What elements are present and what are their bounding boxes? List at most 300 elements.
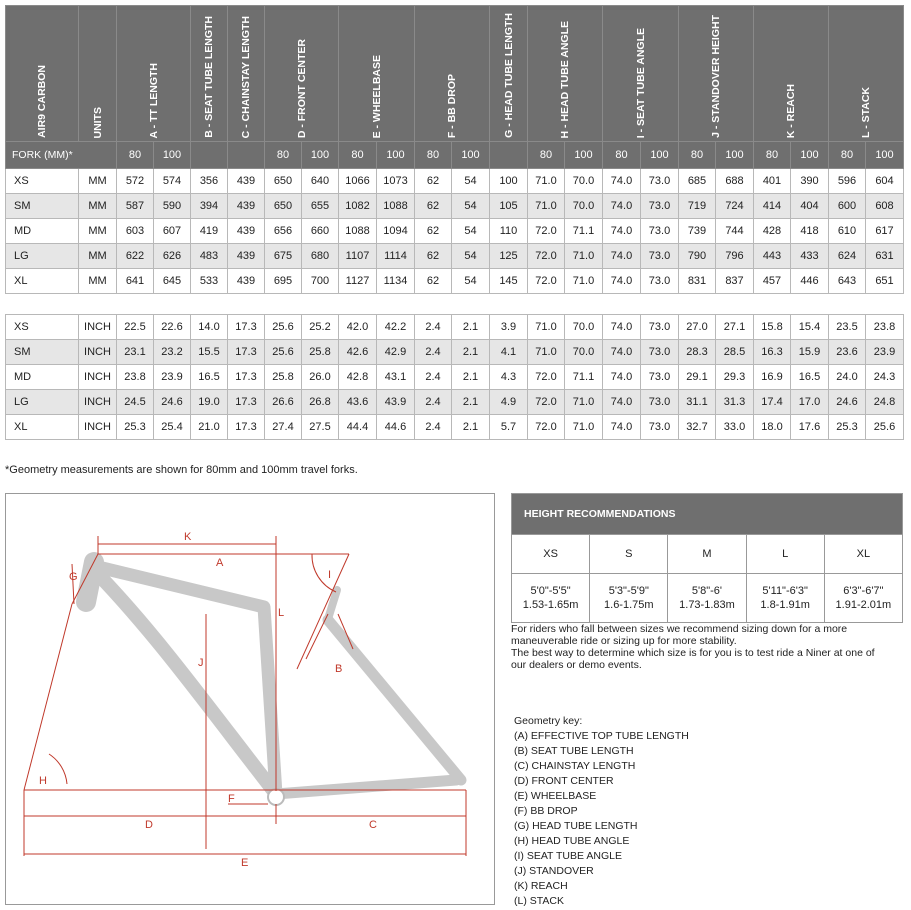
value-cell: 600 <box>829 194 866 219</box>
value-cell: 71.0 <box>565 244 603 269</box>
fork-value: 80 <box>265 142 302 169</box>
value-cell: 1082 <box>339 194 377 219</box>
value-cell: 42.9 <box>377 340 415 365</box>
value-cell: 42.6 <box>339 340 377 365</box>
geometry-key-item: (L) STACK <box>514 895 564 907</box>
value-cell: 2.1 <box>452 390 490 415</box>
value-cell: 4.1 <box>490 340 528 365</box>
value-cell: 23.2 <box>154 340 191 365</box>
height-size: S <box>590 535 668 574</box>
value-cell: 73.0 <box>641 390 679 415</box>
value-cell: 28.5 <box>716 340 754 365</box>
unit-cell: INCH <box>79 340 117 365</box>
value-cell: 27.0 <box>679 315 716 340</box>
height-imperial: 5'11"-6'3" <box>762 585 808 597</box>
unit-cell: INCH <box>79 415 117 440</box>
table-row <box>6 219 904 244</box>
value-cell: 356 <box>191 169 228 194</box>
value-cell: 23.9 <box>866 340 904 365</box>
advice-line: maneuverable ride or sizing up for more stability. <box>511 635 737 647</box>
value-cell: 22.6 <box>154 315 191 340</box>
value-cell: 617 <box>866 219 904 244</box>
value-cell: 73.0 <box>641 365 679 390</box>
value-cell: 24.6 <box>154 390 191 415</box>
geometry-key-item: (I) SEAT TUBE ANGLE <box>514 850 622 862</box>
value-cell: 2.4 <box>415 390 452 415</box>
value-cell: 16.9 <box>754 365 791 390</box>
value-cell: 624 <box>829 244 866 269</box>
table-row <box>6 415 904 440</box>
value-cell: 71.0 <box>528 340 565 365</box>
value-cell: 3.9 <box>490 315 528 340</box>
geometry-key-item: (A) EFFECTIVE TOP TUBE LENGTH <box>514 730 689 742</box>
table-row <box>6 269 904 294</box>
value-cell: 640 <box>302 169 339 194</box>
height-metric: 1.6-1.75m <box>604 599 654 611</box>
value-cell: 596 <box>829 169 866 194</box>
value-cell: 73.0 <box>641 244 679 269</box>
value-cell: 16.5 <box>191 365 228 390</box>
row-spacer <box>6 294 904 315</box>
value-cell: 100 <box>490 169 528 194</box>
value-cell: 1094 <box>377 219 415 244</box>
size-cell: MD <box>6 365 79 390</box>
unit-cell: MM <box>79 194 117 219</box>
height-imperial: 5'8"-6' <box>691 585 723 597</box>
column-header <box>6 6 79 142</box>
value-cell: 29.1 <box>679 365 716 390</box>
value-cell: 650 <box>265 194 302 219</box>
height-range <box>668 574 746 623</box>
value-cell: 16.3 <box>754 340 791 365</box>
geometry-key-item: (B) SEAT TUBE LENGTH <box>514 745 634 757</box>
value-cell: 74.0 <box>603 315 641 340</box>
geometry-key-item: (H) HEAD TUBE ANGLE <box>514 835 630 847</box>
value-cell: 4.9 <box>490 390 528 415</box>
table-row <box>6 315 904 340</box>
fork-value: 100 <box>377 142 415 169</box>
column-header-label: K - REACH <box>785 83 797 138</box>
column-header <box>339 6 415 142</box>
value-cell: 2.4 <box>415 315 452 340</box>
value-cell: 4.3 <box>490 365 528 390</box>
value-cell: 25.6 <box>866 415 904 440</box>
value-cell: 54 <box>452 194 490 219</box>
column-header-label: AIR9 CARBON <box>36 65 48 138</box>
size-cell: XS <box>6 169 79 194</box>
unit-cell: INCH <box>79 390 117 415</box>
advice-line: our dealers or demo events. <box>511 659 642 671</box>
column-header <box>754 6 829 142</box>
value-cell: 25.6 <box>265 315 302 340</box>
height-imperial: 5'0"-5'5" <box>530 585 571 597</box>
value-cell: 688 <box>716 169 754 194</box>
value-cell: 74.0 <box>603 415 641 440</box>
value-cell: 24.0 <box>829 365 866 390</box>
value-cell: 71.0 <box>565 415 603 440</box>
value-cell: 73.0 <box>641 315 679 340</box>
unit-cell: MM <box>79 269 117 294</box>
value-cell: 390 <box>791 169 829 194</box>
value-cell: 70.0 <box>565 315 603 340</box>
geometry-key <box>514 714 689 909</box>
value-cell: 414 <box>754 194 791 219</box>
size-cell: XS <box>6 315 79 340</box>
fork-value: 80 <box>117 142 154 169</box>
height-metric: 1.91-2.01m <box>835 599 892 611</box>
value-cell: 74.0 <box>603 340 641 365</box>
column-header <box>528 6 603 142</box>
value-cell: 418 <box>791 219 829 244</box>
value-cell: 837 <box>716 269 754 294</box>
column-header-label: H - HEAD TUBE ANGLE <box>559 20 571 138</box>
value-cell: 42.2 <box>377 315 415 340</box>
value-cell: 685 <box>679 169 716 194</box>
fork-value: 100 <box>791 142 829 169</box>
value-cell: 17.3 <box>228 340 265 365</box>
value-cell: 25.8 <box>265 365 302 390</box>
value-cell: 23.6 <box>829 340 866 365</box>
geometry-key-title: Geometry key: <box>514 715 583 727</box>
size-cell: SM <box>6 340 79 365</box>
value-cell: 608 <box>866 194 904 219</box>
value-cell: 2.4 <box>415 365 452 390</box>
label-f: F <box>228 793 235 805</box>
value-cell: 145 <box>490 269 528 294</box>
value-cell: 71.1 <box>565 365 603 390</box>
value-cell: 74.0 <box>603 219 641 244</box>
height-size: M <box>668 535 746 574</box>
geometry-key-item: (K) REACH <box>514 880 568 892</box>
column-header <box>415 6 490 142</box>
fork-value: 100 <box>641 142 679 169</box>
value-cell: 33.0 <box>716 415 754 440</box>
fork-value: 100 <box>866 142 904 169</box>
value-cell: 587 <box>117 194 154 219</box>
fork-value: 100 <box>565 142 603 169</box>
column-header-label: I - SEAT TUBE ANGLE <box>634 27 647 138</box>
column-header <box>265 6 339 142</box>
label-i: I <box>328 569 332 581</box>
value-cell: 26.8 <box>302 390 339 415</box>
value-cell: 19.0 <box>191 390 228 415</box>
height-range <box>512 574 590 623</box>
value-cell: 643 <box>829 269 866 294</box>
value-cell: 54 <box>452 219 490 244</box>
value-cell: 42.0 <box>339 315 377 340</box>
value-cell: 23.8 <box>117 365 154 390</box>
value-cell: 74.0 <box>603 269 641 294</box>
value-cell: 71.0 <box>528 169 565 194</box>
value-cell: 29.3 <box>716 365 754 390</box>
column-header <box>79 6 117 142</box>
height-range <box>746 574 824 623</box>
value-cell: 23.8 <box>866 315 904 340</box>
column-header-label: J - STANDOVER HEIGHT <box>710 15 722 138</box>
value-cell: 443 <box>754 244 791 269</box>
height-size: L <box>746 535 824 574</box>
value-cell: 31.3 <box>716 390 754 415</box>
value-cell: 74.0 <box>603 365 641 390</box>
value-cell: 72.0 <box>528 390 565 415</box>
unit-cell: MM <box>79 244 117 269</box>
value-cell: 23.5 <box>829 315 866 340</box>
value-cell: 439 <box>228 269 265 294</box>
value-cell: 23.9 <box>154 365 191 390</box>
value-cell: 71.1 <box>565 219 603 244</box>
fork-value: 80 <box>679 142 716 169</box>
value-cell: 641 <box>117 269 154 294</box>
value-cell: 483 <box>191 244 228 269</box>
value-cell: 71.0 <box>528 194 565 219</box>
value-cell: 26.6 <box>265 390 302 415</box>
value-cell: 17.3 <box>228 315 265 340</box>
column-header-label: C - CHAINSTAY LENGTH <box>240 15 252 138</box>
value-cell: 1107 <box>339 244 377 269</box>
value-cell: 72.0 <box>528 365 565 390</box>
value-cell: 631 <box>866 244 904 269</box>
value-cell: 1088 <box>339 219 377 244</box>
fork-value: 80 <box>528 142 565 169</box>
value-cell: 27.5 <box>302 415 339 440</box>
fork-value <box>228 142 265 169</box>
value-cell: 74.0 <box>603 390 641 415</box>
value-cell: 1073 <box>377 169 415 194</box>
fork-label: FORK (MM)* <box>6 142 117 169</box>
value-cell: 2.1 <box>452 315 490 340</box>
value-cell: 17.6 <box>791 415 829 440</box>
value-cell: 31.1 <box>679 390 716 415</box>
value-cell: 457 <box>754 269 791 294</box>
value-cell: 2.1 <box>452 415 490 440</box>
value-cell: 18.0 <box>754 415 791 440</box>
fork-value <box>191 142 228 169</box>
geometry-diagram <box>5 493 495 905</box>
label-h: H <box>39 775 47 787</box>
value-cell: 62 <box>415 269 452 294</box>
value-cell: 25.2 <box>302 315 339 340</box>
label-l: L <box>278 607 285 619</box>
value-cell: 439 <box>228 219 265 244</box>
fork-value: 80 <box>754 142 791 169</box>
fork-value: 80 <box>603 142 641 169</box>
value-cell: 2.4 <box>415 340 452 365</box>
value-cell: 72.0 <box>528 269 565 294</box>
height-metric: 1.53-1.65m <box>522 599 579 611</box>
label-c: C <box>369 819 377 831</box>
size-cell: MD <box>6 219 79 244</box>
height-metric: 1.8-1.91m <box>760 599 810 611</box>
value-cell: 651 <box>866 269 904 294</box>
label-a: A <box>216 557 224 569</box>
value-cell: 796 <box>716 244 754 269</box>
size-cell: XL <box>6 269 79 294</box>
value-cell: 71.0 <box>565 390 603 415</box>
value-cell: 44.4 <box>339 415 377 440</box>
value-cell: 74.0 <box>603 244 641 269</box>
column-header-label: D - FRONT CENTER <box>295 38 308 138</box>
table-row <box>6 340 904 365</box>
unit-cell: INCH <box>79 315 117 340</box>
value-cell: 17.3 <box>228 415 265 440</box>
height-size: XS <box>512 535 590 574</box>
value-cell: 572 <box>117 169 154 194</box>
geometry-key-item: (G) HEAD TUBE LENGTH <box>514 820 638 832</box>
value-cell: 24.5 <box>117 390 154 415</box>
value-cell: 15.5 <box>191 340 228 365</box>
column-header-label: UNITS <box>91 106 104 138</box>
height-recommendations-table <box>511 493 903 623</box>
geometry-key-item: (F) BB DROP <box>514 805 578 817</box>
value-cell: 71.0 <box>528 315 565 340</box>
column-header <box>117 6 191 142</box>
value-cell: 700 <box>302 269 339 294</box>
column-header-label: B - SEAT TUBE LENGTH <box>203 16 215 138</box>
label-d: D <box>145 819 153 831</box>
height-range <box>824 574 902 623</box>
size-cell: LG <box>6 390 79 415</box>
value-cell: 419 <box>191 219 228 244</box>
value-cell: 790 <box>679 244 716 269</box>
geometry-key-item: (J) STANDOVER <box>514 865 594 877</box>
label-k: K <box>184 531 192 543</box>
column-header <box>829 6 904 142</box>
value-cell: 21.0 <box>191 415 228 440</box>
value-cell: 724 <box>716 194 754 219</box>
column-header-label: E - WHEELBASE <box>370 54 383 138</box>
value-cell: 73.0 <box>641 269 679 294</box>
fork-footnote: *Geometry measurements are shown for 80mm and 100mm travel forks. <box>5 464 358 476</box>
fork-value: 100 <box>716 142 754 169</box>
advice-line: For riders who fall between sizes we recommend sizing down for a more <box>511 623 848 635</box>
geometry-key-item: (E) WHEELBASE <box>514 790 597 802</box>
column-header-label: A - TT LENGTH <box>147 62 160 138</box>
value-cell: 1088 <box>377 194 415 219</box>
value-cell: 71.0 <box>565 269 603 294</box>
value-cell: 25.8 <box>302 340 339 365</box>
value-cell: 43.6 <box>339 390 377 415</box>
value-cell: 607 <box>154 219 191 244</box>
unit-cell: MM <box>79 219 117 244</box>
value-cell: 32.7 <box>679 415 716 440</box>
height-imperial: 5'3"-5'9" <box>608 585 649 597</box>
value-cell: 73.0 <box>641 340 679 365</box>
value-cell: 54 <box>452 244 490 269</box>
value-cell: 15.4 <box>791 315 829 340</box>
geometry-key-item: (C) CHAINSTAY LENGTH <box>514 760 636 772</box>
value-cell: 656 <box>265 219 302 244</box>
value-cell: 439 <box>228 244 265 269</box>
value-cell: 17.0 <box>791 390 829 415</box>
value-cell: 428 <box>754 219 791 244</box>
frame-tubes <box>86 562 461 794</box>
height-imperial: 6'3"-6'7" <box>843 585 884 597</box>
value-cell: 14.0 <box>191 315 228 340</box>
value-cell: 15.8 <box>754 315 791 340</box>
value-cell: 73.0 <box>641 169 679 194</box>
value-cell: 72.0 <box>528 244 565 269</box>
value-cell: 574 <box>154 169 191 194</box>
size-cell: XL <box>6 415 79 440</box>
fork-value: 100 <box>302 142 339 169</box>
value-cell: 24.3 <box>866 365 904 390</box>
value-cell: 54 <box>452 169 490 194</box>
value-cell: 660 <box>302 219 339 244</box>
value-cell: 739 <box>679 219 716 244</box>
value-cell: 1127 <box>339 269 377 294</box>
value-cell: 439 <box>228 194 265 219</box>
value-cell: 23.1 <box>117 340 154 365</box>
fork-value <box>490 142 528 169</box>
value-cell: 24.6 <box>829 390 866 415</box>
value-cell: 44.6 <box>377 415 415 440</box>
value-cell: 2.4 <box>415 415 452 440</box>
column-header <box>603 6 679 142</box>
value-cell: 645 <box>154 269 191 294</box>
size-cell: LG <box>6 244 79 269</box>
column-header <box>490 6 528 142</box>
value-cell: 70.0 <box>565 194 603 219</box>
size-cell: SM <box>6 194 79 219</box>
value-cell: 26.0 <box>302 365 339 390</box>
value-cell: 626 <box>154 244 191 269</box>
value-cell: 675 <box>265 244 302 269</box>
value-cell: 439 <box>228 169 265 194</box>
value-cell: 62 <box>415 244 452 269</box>
value-cell: 74.0 <box>603 194 641 219</box>
value-cell: 604 <box>866 169 904 194</box>
unit-cell: INCH <box>79 365 117 390</box>
column-header-label: F - BB DROP <box>446 73 458 138</box>
column-header-label: G - HEAD TUBE LENGTH <box>502 13 515 138</box>
label-j: J <box>198 657 204 669</box>
value-cell: 27.4 <box>265 415 302 440</box>
value-cell: 43.1 <box>377 365 415 390</box>
geometry-table <box>5 5 904 440</box>
value-cell: 72.0 <box>528 219 565 244</box>
fork-value: 100 <box>154 142 191 169</box>
value-cell: 1114 <box>377 244 415 269</box>
value-cell: 744 <box>716 219 754 244</box>
value-cell: 2.1 <box>452 340 490 365</box>
value-cell: 25.3 <box>117 415 154 440</box>
value-cell: 70.0 <box>565 340 603 365</box>
table-row <box>6 169 904 194</box>
value-cell: 74.0 <box>603 169 641 194</box>
value-cell: 1134 <box>377 269 415 294</box>
value-cell: 831 <box>679 269 716 294</box>
label-e: E <box>241 857 249 869</box>
value-cell: 110 <box>490 219 528 244</box>
table-row <box>6 194 904 219</box>
value-cell: 394 <box>191 194 228 219</box>
table-row <box>6 244 904 269</box>
height-metric: 1.73-1.83m <box>679 599 735 611</box>
value-cell: 610 <box>829 219 866 244</box>
value-cell: 24.8 <box>866 390 904 415</box>
value-cell: 622 <box>117 244 154 269</box>
value-cell: 28.3 <box>679 340 716 365</box>
value-cell: 62 <box>415 194 452 219</box>
value-cell: 70.0 <box>565 169 603 194</box>
height-range <box>590 574 668 623</box>
value-cell: 603 <box>117 219 154 244</box>
value-cell: 73.0 <box>641 194 679 219</box>
value-cell: 54 <box>452 269 490 294</box>
value-cell: 73.0 <box>641 219 679 244</box>
value-cell: 17.4 <box>754 390 791 415</box>
value-cell: 25.6 <box>265 340 302 365</box>
